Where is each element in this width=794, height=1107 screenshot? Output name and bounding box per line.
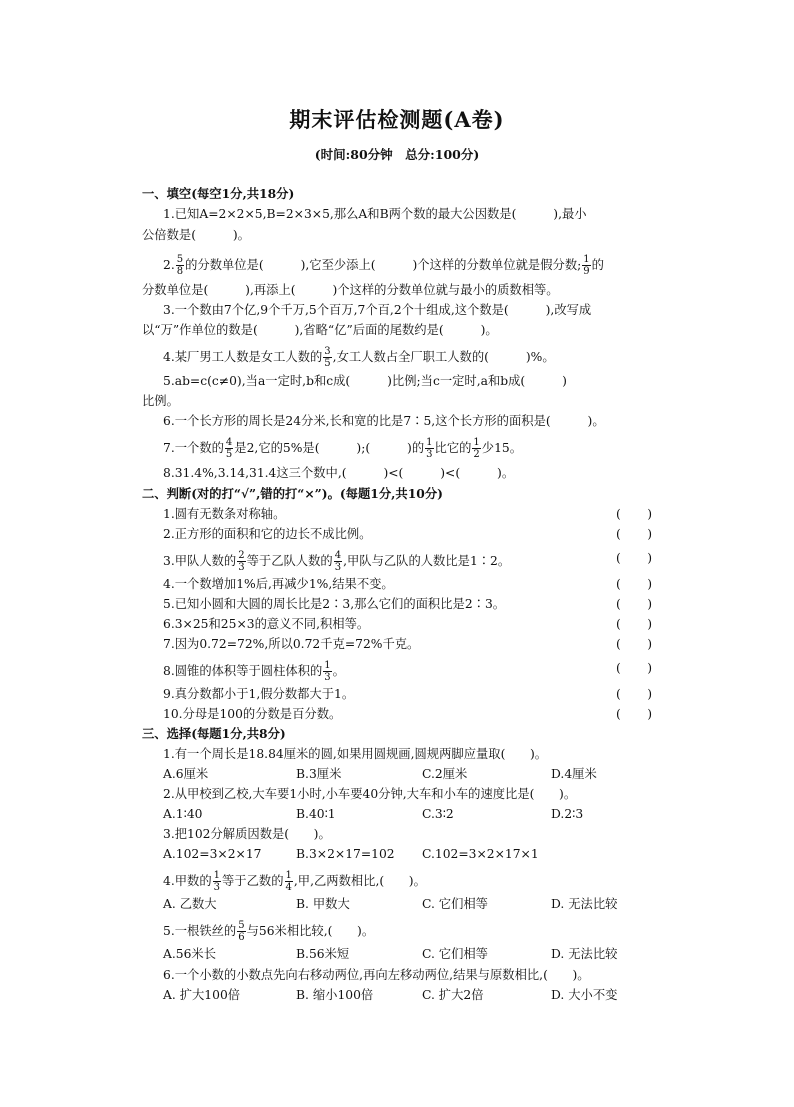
- fraction: [425, 437, 433, 460]
- q-text: ,女工人数占全厂职工人数的( )%。: [332, 350, 555, 364]
- fraction-numerator: 1: [426, 437, 433, 448]
- choice-option[interactable]: B.40∶1: [296, 807, 336, 821]
- q-text: 等于乙队人数的: [246, 554, 333, 568]
- choice-option[interactable]: D. 无法比较: [551, 947, 618, 961]
- bracket-right: ): [647, 617, 652, 631]
- q-text: 。: [332, 664, 345, 678]
- exam-time-score: (时间:80分钟 总分:100分): [314, 147, 480, 162]
- bracket-right: ): [647, 637, 652, 651]
- fraction: [582, 254, 590, 277]
- fraction-numerator: 1: [285, 870, 292, 881]
- fraction: [323, 346, 331, 369]
- judge-question-8: [163, 660, 345, 683]
- fraction-denominator: 5: [324, 358, 331, 369]
- choice-option[interactable]: A. 乙数大: [163, 897, 217, 911]
- bracket-right: ): [647, 597, 652, 611]
- choice-option[interactable]: B. 甲数大: [296, 897, 350, 911]
- bracket-right: ): [647, 527, 652, 541]
- fraction: [285, 870, 293, 893]
- choice-question-3: 3.把102分解质因数是( )。: [163, 827, 331, 841]
- fraction-denominator: 4: [285, 882, 292, 893]
- q-text: 3.甲队人数的: [163, 554, 237, 568]
- choice-question-5: [163, 920, 374, 943]
- bracket-left: (: [616, 597, 621, 611]
- fraction-numerator: 2: [238, 550, 245, 561]
- q-text: 的分数单位是( ),它至少添上( )个这样的分数单位就是假分数;: [185, 258, 582, 272]
- bracket-right: ): [647, 661, 652, 675]
- fraction-numerator: 5: [238, 920, 245, 931]
- choice-option[interactable]: B.3×2×17=102: [296, 847, 395, 861]
- fill-question-7: [163, 437, 522, 460]
- q-text: ,甲,乙两数相比,( )。: [293, 874, 426, 888]
- q-text: 等于乙数的: [222, 874, 284, 888]
- judge-question-2: 2.正方形的面积和它的边长不成比例。: [163, 527, 372, 541]
- fraction-numerator: 4: [225, 437, 233, 448]
- fill-question-5: 5.ab=c(c≠0),当a一定时,b和c成( )比例;当c一定时,a和b成( ): [163, 374, 567, 388]
- bracket-right: ): [647, 687, 652, 701]
- judge-question-5: 5.已知小圆和大圆的周长比是2∶3,那么它们的面积比是2∶3。: [163, 597, 506, 611]
- answer-bracket[interactable]: [616, 660, 652, 676]
- answer-bracket[interactable]: [616, 506, 652, 522]
- fraction-denominator: 3: [324, 672, 331, 683]
- answer-bracket[interactable]: [616, 596, 652, 612]
- bracket-left: (: [616, 707, 621, 721]
- section-heading-fill: 一、填空(每空1分,共18分): [142, 186, 295, 201]
- q-text: 7.一个数的: [163, 441, 224, 455]
- q-text: 4.某厂男工人数是女工人数的: [163, 350, 323, 364]
- choice-option[interactable]: D.4厘米: [551, 767, 597, 781]
- fraction-denominator: 6: [238, 932, 245, 943]
- judge-question-4: 4.一个数增加1%后,再减少1%,结果不变。: [163, 577, 394, 591]
- fraction-numerator: 3: [324, 346, 331, 357]
- fraction: [237, 920, 245, 943]
- fraction-denominator: 5: [225, 449, 233, 460]
- q-text: 与56米相比较,( )。: [246, 924, 375, 938]
- choice-option[interactable]: A.56米长: [163, 947, 217, 961]
- choice-option[interactable]: C.2厘米: [422, 767, 468, 781]
- bracket-left: (: [616, 661, 621, 675]
- fraction: [176, 254, 184, 277]
- choice-option[interactable]: A.1∶40: [163, 807, 203, 821]
- answer-bracket[interactable]: [616, 636, 652, 652]
- choice-option[interactable]: B.3厘米: [296, 767, 342, 781]
- judge-question-6: 6.3×25和25×3的意义不同,积相等。: [163, 617, 370, 631]
- bracket-left: (: [616, 687, 621, 701]
- judge-question-7: 7.因为0.72=72%,所以0.72千克=72%千克。: [163, 637, 420, 651]
- q-text: 8.圆锥的体积等于圆柱体积的: [163, 664, 323, 678]
- q-text: 少15。: [481, 441, 523, 455]
- bracket-right: ): [647, 507, 652, 521]
- fraction-denominator: 8: [176, 266, 184, 277]
- answer-bracket[interactable]: [616, 550, 652, 566]
- fraction: [225, 437, 233, 460]
- page-title: 期末评估检测题(A卷): [289, 107, 505, 132]
- bracket-left: (: [616, 577, 621, 591]
- choice-option[interactable]: A.102=3×2×17: [163, 847, 262, 861]
- fraction-numerator: 1: [213, 870, 220, 881]
- fraction-denominator: 9: [583, 266, 590, 277]
- fraction: [237, 550, 245, 573]
- fraction-denominator: 3: [426, 449, 433, 460]
- fill-question-4: [163, 346, 555, 369]
- answer-bracket[interactable]: [616, 576, 652, 592]
- bracket-right: ): [647, 551, 652, 565]
- answer-bracket[interactable]: [616, 616, 652, 632]
- fill-question-8: 8.31.4%,3.14,31.4这三个数中,( )<( )<( )。: [163, 466, 515, 480]
- choice-option[interactable]: C. 扩大2倍: [422, 988, 484, 1002]
- section-heading-choice: 三、选择(每题1分,共8分): [142, 726, 286, 741]
- choice-option[interactable]: D. 无法比较: [551, 897, 618, 911]
- fraction-denominator: 3: [213, 882, 220, 893]
- choice-question-2: 2.从甲校到乙校,大车要1小时,小车要40分钟,大车和小车的速度比是( )。: [163, 787, 577, 801]
- fraction: [472, 437, 480, 460]
- answer-bracket[interactable]: [616, 706, 652, 722]
- fill-question-1-cont: 公倍数是( )。: [142, 228, 250, 242]
- fraction-denominator: 3: [238, 562, 245, 573]
- answer-bracket[interactable]: [616, 686, 652, 702]
- bracket-left: (: [616, 617, 621, 631]
- judge-question-10: 10.分母是100的分数是百分数。: [163, 707, 342, 721]
- judge-question-9: 9.真分数都小于1,假分数都大于1。: [163, 687, 355, 701]
- fill-question-3: 3.一个数由7个亿,9个千万,5个百万,7个百,2个十组成,这个数是( ),改写成: [163, 303, 592, 317]
- fraction-denominator: 2: [473, 449, 480, 460]
- q-text: 比它的: [434, 441, 472, 455]
- judge-question-1: 1.圆有无数条对称轴。: [163, 507, 286, 521]
- bracket-left: (: [616, 507, 621, 521]
- bracket-left: (: [616, 551, 621, 565]
- choice-option[interactable]: D.2∶3: [551, 807, 584, 821]
- bracket-left: (: [616, 527, 621, 541]
- fraction-denominator: 3: [334, 562, 342, 573]
- choice-option[interactable]: C.102=3×2×17×1: [422, 847, 539, 861]
- fill-question-5-cont: 比例。: [142, 394, 179, 408]
- fill-question-2: [163, 254, 604, 277]
- q-text: 4.甲数的: [163, 874, 212, 888]
- choice-option[interactable]: A.6厘米: [163, 767, 209, 781]
- choice-option[interactable]: C.3∶2: [422, 807, 454, 821]
- bracket-left: (: [616, 637, 621, 651]
- fraction-numerator: 5: [176, 254, 184, 265]
- choice-question-6: 6.一个小数的小数点先向右移动两位,再向左移动两位,结果与原数相比,( )。: [163, 968, 590, 982]
- fill-question-3-cont: 以“万”作单位的数是( ),省略“亿”后面的尾数约是( )。: [142, 323, 498, 337]
- fraction-numerator: 1: [473, 437, 480, 448]
- answer-bracket[interactable]: [616, 526, 652, 542]
- fill-question-1: 1.已知A=2×2×5,B=2×3×5,那么A和B两个数的最大公因数是( ),最小: [163, 207, 587, 221]
- choice-question-4: [163, 870, 426, 893]
- choice-question-1: 1.有一个周长是18.84厘米的圆,如果用圆规画,圆规两脚应量取( )。: [163, 747, 548, 761]
- choice-option[interactable]: C. 它们相等: [422, 947, 488, 961]
- choice-option[interactable]: A. 扩大100倍: [163, 988, 241, 1002]
- bracket-right: ): [647, 577, 652, 591]
- bracket-right: ): [647, 707, 652, 721]
- fraction-numerator: 1: [583, 254, 590, 265]
- fraction-numerator: 4: [334, 550, 342, 561]
- choice-option[interactable]: B.56米短: [296, 947, 350, 961]
- q-text: 5.一根铁丝的: [163, 924, 237, 938]
- q-text: 2.: [163, 258, 175, 272]
- judge-question-3: [163, 550, 510, 573]
- q-text: ,甲队与乙队的人数比是1∶2。: [343, 554, 511, 568]
- fraction-numerator: 1: [324, 660, 331, 671]
- fill-question-2-cont: 分数单位是( ),再添上( )个这样的分数单位就与最小的质数相等。: [142, 283, 559, 297]
- fraction: [213, 870, 221, 893]
- section-heading-judge: 二、判断(对的打“√”,错的打“×”)。(每题1分,共10分): [142, 486, 443, 501]
- choice-option[interactable]: C. 它们相等: [422, 897, 488, 911]
- fraction: [334, 550, 342, 573]
- q-text: 的: [591, 258, 604, 272]
- q-text: 是2,它的5%是( );( )的: [234, 441, 425, 455]
- fraction: [323, 660, 331, 683]
- fill-question-6: 6.一个长方形的周长是24分米,长和宽的比是7∶5,这个长方形的面积是( )。: [163, 414, 605, 428]
- choice-option[interactable]: D. 大小不变: [551, 988, 618, 1002]
- choice-option[interactable]: B. 缩小100倍: [296, 988, 374, 1002]
